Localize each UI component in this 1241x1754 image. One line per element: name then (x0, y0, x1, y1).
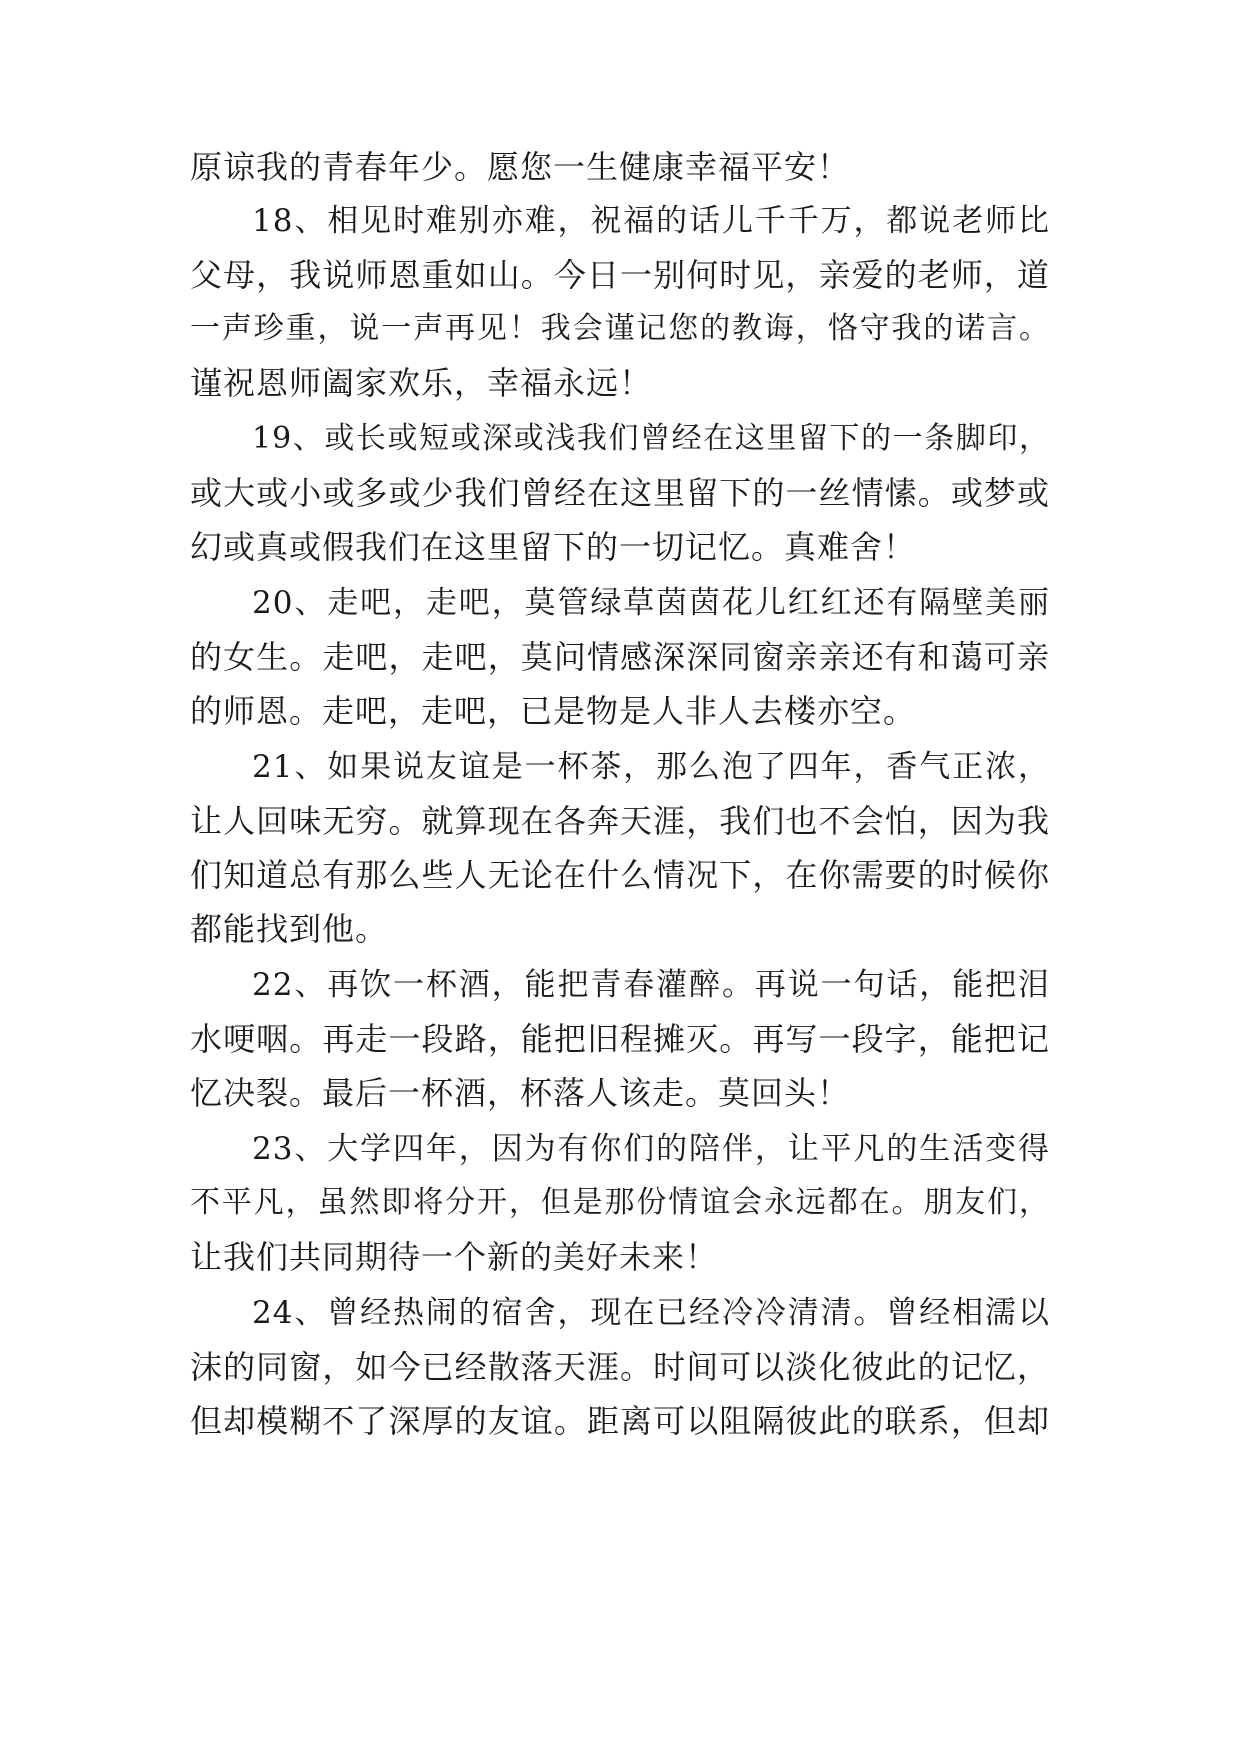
text-line: 忆决裂。最后一杯酒，杯落人该走。莫回头！ (190, 1074, 851, 1112)
text-line: 幻或真或假我们在这里留下的一切记忆。真难舍！ (190, 528, 917, 566)
text-line: 19、或长或短或深或浅我们曾经在这里留下的一条脚印， (252, 421, 1050, 456)
text-line: 18、相见时难别亦难，祝福的话儿千千万，都说老师比 (252, 203, 1050, 239)
text-line: 让人回味无穷。就算现在各奔天涯，我们也不会怕，因为我 (190, 802, 1050, 840)
text-line: 让我们共同期待一个新的美好未来！ (190, 1238, 719, 1276)
text-line: 23、大学四年，因为有你们的陪伴，让平凡的生活变得 (252, 1131, 1050, 1167)
text-line: 的师恩。走吧，走吧，已是物是人非人去楼亦空。 (190, 692, 917, 730)
text-line: 但却模糊不了深厚的友谊。距离可以阻隔彼此的联系，但却 (190, 1402, 1050, 1440)
text-line: 或大或小或多或少我们曾经在这里留下的一丝情愫。或梦或 (190, 474, 1050, 512)
text-line: 24、曾经热闹的宿舍，现在已经冷冷清清。曾经相濡以 (252, 1295, 1050, 1331)
text-line: 22、再饮一杯酒，能把青春灌醉。再说一句话，能把泪 (252, 967, 1050, 1003)
text-line: 不平凡，虽然即将分开，但是那份情谊会永远都在。朋友们， (190, 1185, 1050, 1220)
text-line: 的女生。走吧，走吧，莫问情感深深同窗亲亲还有和蔼可亲 (190, 638, 1050, 676)
text-line: 21、如果说友谊是一杯茶，那么泡了四年，香气正浓， (252, 749, 1050, 785)
text-line: 水哽咽。再走一段路，能把旧程摊灭。再写一段字，能把记 (190, 1020, 1050, 1058)
text-line: 一声珍重，说一声再见！我会谨记您的教诲，恪守我的诺言。 (190, 311, 1050, 346)
text-line: 20、走吧，走吧，莫管绿草茵茵花儿红红还有隔壁美丽 (252, 585, 1050, 621)
text-line: 沫的同窗，如今已经散落天涯。时间可以淡化彼此的记忆， (190, 1348, 1050, 1386)
text-line: 谨祝恩师阖家欢乐，幸福永远！ (190, 364, 653, 402)
text-line: 们知道总有那么些人无论在什么情况下，在你需要的时候你 (190, 856, 1050, 894)
text-line: 都能找到他。 (190, 910, 389, 948)
text-line: 原谅我的青春年少。愿您一生健康幸福平安！ (190, 148, 851, 186)
text-line: 父母，我说师恩重如山。今日一别何时见，亲爱的老师，道 (190, 256, 1050, 294)
